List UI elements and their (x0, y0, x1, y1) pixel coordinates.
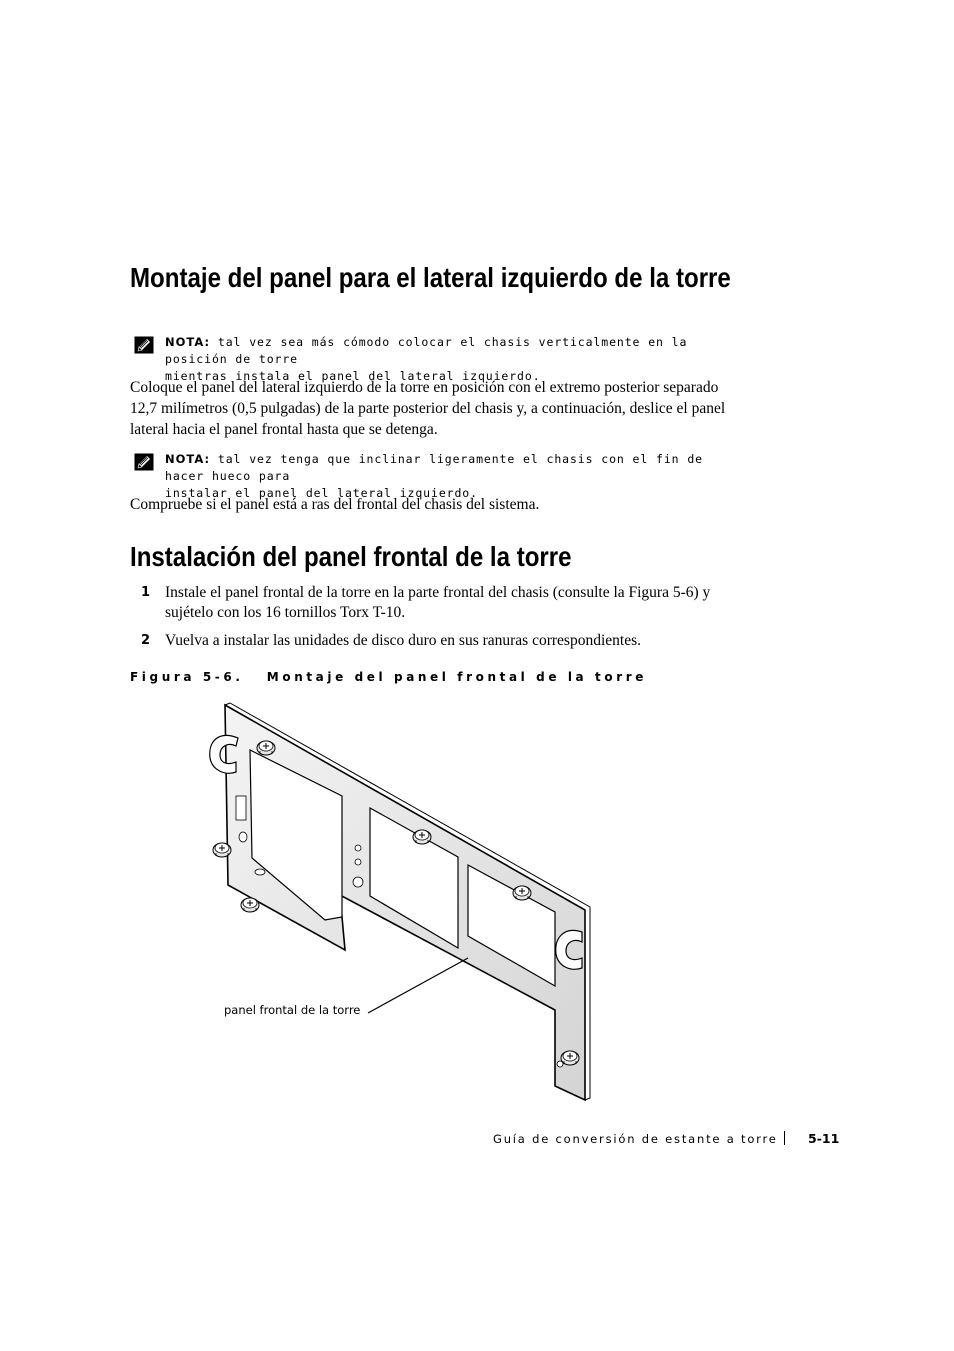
paragraph-2: Compruebe si el panel está a ras del frontal del chasis del sistema. (130, 496, 540, 513)
step-text: Vuelva a instalar las unidades de disco duro en sus ranuras correspondientes. (165, 632, 641, 649)
pencil-note-icon (134, 453, 154, 471)
note-1-label: NOTA: (165, 335, 211, 349)
note-1-text-line2: mientras instala el panel del lateral izquierdo. (165, 369, 541, 383)
paragraph-1: Coloque el panel del lateral izquierdo de la torre en posición con el extremo posterior separado 12,7 milímetros (0,5 pulgadas) de la parte posterior del chasis y, a continuación, deslice el panel lateral hacia el panel frontal hasta que se detenga. (130, 379, 726, 438)
step-text: Instale el panel frontal de la torre en la parte frontal del chasis (consulte la Figura 5-6) y sujételo con los 16 tornillos Torx T-10. (165, 584, 711, 621)
tower-front-panel-illustration (200, 700, 600, 1105)
note-2-text-line2: instalar el panel del lateral izquierdo. (165, 486, 478, 500)
section-title-front-panel: Instalación del panel frontal de la torre (130, 541, 572, 572)
figure-caption: Figura 5-6. Montaje del panel frontal de la torre (130, 670, 647, 684)
step-number: 2 (141, 633, 151, 648)
section-title-left-panel: Montaje del panel para el lateral izquierdo de la torre (130, 262, 731, 293)
note-1-text-line1: tal vez sea más cómodo colocar el chasis verticalmente en la posición de torre (165, 335, 688, 366)
figure-callout-label: panel frontal de la torre (224, 1003, 361, 1017)
page-number: 5-11 (808, 1131, 840, 1146)
step-number: 1 (141, 585, 151, 600)
note-2-text-line1: tal vez tenga que inclinar ligeramente el chasis con el fin de hacer hueco para (165, 452, 703, 483)
footer-separator (784, 1131, 785, 1145)
pencil-note-icon (134, 336, 154, 354)
footer-title: Guía de conversión de estante a torre (493, 1132, 778, 1146)
note-2-label: NOTA: (165, 452, 211, 466)
